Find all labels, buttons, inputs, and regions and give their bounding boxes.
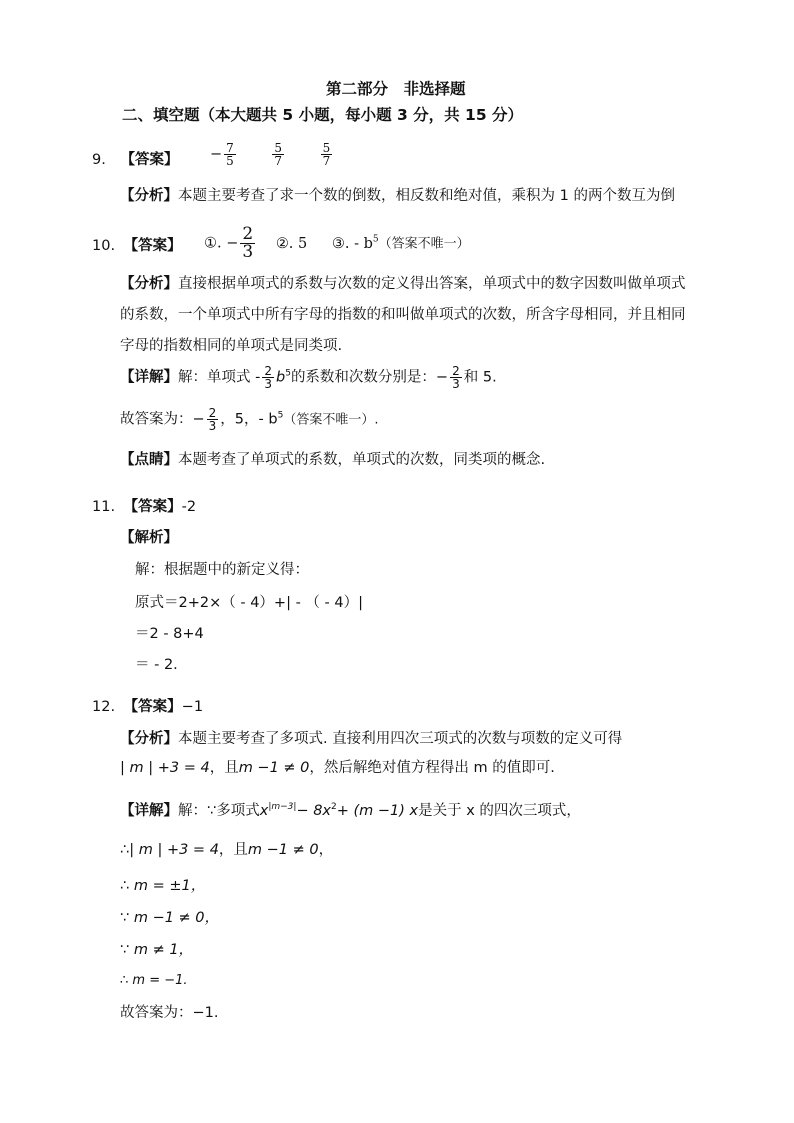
section-title: 二、填空题（本大题共 5 小题，每小题 3 分，共 15 分） — [122, 106, 524, 124]
q12-detail: 【详解】解：∵多项式$x^{|m-3|}- 8x^2+ (m -1)$ x是关于 x 的四次三项式， — [120, 802, 581, 819]
q9-analysis: 【分析】本题主要考查了求一个数的倒数，相反数和绝对值，乘积为 1 的两个数互为倒 — [120, 188, 675, 204]
q10-analysis-1: 【分析】直接根据单项式的系数与次数的定义得出答案，单项式中的数字因数叫做单项式 — [120, 276, 686, 292]
q12-step-2: ∴ m = ±1， — [120, 878, 206, 894]
q12-answer-tag: 【答案】 — [123, 699, 182, 715]
q11-answer-row — [92, 500, 196, 515]
q9-frac1-sign: − — [210, 146, 223, 163]
q9-answer-row — [92, 153, 178, 168]
q12-answer-value: −1 — [181, 699, 204, 715]
q12-answer-row — [92, 700, 203, 715]
q10-item2: ②. 5 — [275, 235, 308, 252]
q12-analysis-2: | m | +3 = 4，且m −1 ≠ 0，然后解绝对值方程得出 m 的值即可. — [120, 760, 555, 776]
q10-final: 故答案为：− $\frac{2}{3}$ ，5，- $b^5$（答案不唯一）. — [120, 406, 379, 433]
q10-answer-tag: 【答案】 — [123, 238, 182, 254]
q10-fraction: $\frac{2}{3}$ — [242, 224, 254, 262]
q10-detail: 【详解】解：单项式 - $\frac{2}{3}$ $b^5$的系数和次数分别是：− $\frac{2}{3}$ 和 5. — [120, 364, 497, 391]
q10-answer-row — [92, 239, 182, 254]
q11-line-4: ＝ - 2. — [135, 657, 178, 673]
q12-number: 12. — [92, 699, 116, 715]
q11-line-1: 解：根据题中的新定义得： — [135, 562, 309, 578]
q12-step-3: ∵ m −1 ≠ 0， — [120, 910, 220, 926]
q12-step-5: ∴ m = −1. — [120, 973, 188, 988]
q11-line-3: ＝2 - 8+4 — [135, 626, 204, 642]
q10-analysis-2: 的系数，一个单项式中所有字母的指数的和叫做单项式的次数，所含字母相同，并且相同 — [120, 307, 686, 323]
q12-step-1: ∴| m | +3 = 4，且m −1 ≠ 0， — [120, 842, 334, 858]
q12-analysis-1: 【分析】本题主要考查了多项式. 直接利用四次三项式的次数与项数的定义可得 — [120, 731, 623, 747]
q9-fraction-1: $\frac{7}{5}$ — [226, 141, 234, 168]
q11-answer-value: -2 — [181, 499, 197, 515]
q10-item3: ③. - b — [331, 235, 373, 252]
q9-number: 9. — [92, 152, 106, 168]
q12-final: 故答案为：−1. — [120, 1005, 219, 1021]
q10-answer-math: ①. − $\frac{2}{3}$ ②. 5 ③. - $b^5$（答案不唯一） — [204, 224, 470, 262]
q11-line-2: 原式＝2+2×（ - 4）+| - （ - 4）| — [135, 595, 363, 611]
q10-item1: ①. − — [204, 235, 239, 252]
q10-detail-fraction-2: $\frac{2}{3}$ — [452, 364, 460, 391]
q11-answer-tag: 【答案】 — [123, 499, 182, 515]
q12-step-4: ∵ m ≠ 1， — [120, 942, 194, 958]
q10-final-fraction: $\frac{2}{3}$ — [208, 406, 217, 433]
q10-comment: 【点睛】本题考查了单项式的系数，单项式的次数，同类项的概念. — [120, 452, 546, 468]
q9-answer-math — [210, 142, 334, 167]
part-title: 第二部分 非选择题 — [326, 80, 466, 98]
q10-item3-note: （答案不唯一） — [378, 236, 470, 252]
q11-number: 11. — [92, 499, 116, 515]
q10-number: 10. — [92, 238, 116, 254]
q10-detail-fraction-1: $\frac{2}{3}$ — [264, 364, 272, 391]
q9-fraction-2: $\frac{5}{7}$ — [274, 141, 283, 168]
q10-analysis-3: 字母的指数相同的单项式是同类项. — [120, 338, 343, 354]
q9-fraction-3: $\frac{5}{7}$ — [322, 141, 331, 168]
q11-solution-tag: 【解析】 — [120, 530, 178, 546]
q9-answer-tag: 【答案】 — [120, 152, 179, 168]
